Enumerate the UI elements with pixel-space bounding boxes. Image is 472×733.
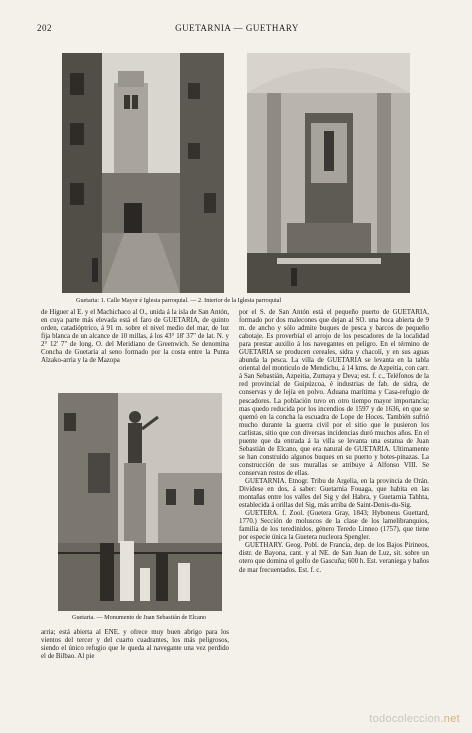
- paragraph: arria; está abierta al ENE. y ofrece muy buen abrigo para los vientos del tercer y del cuarto cuadrantes, los más peligrosos, siendo el único refugio que le queda al navegante una vez perdido el de Bilbao. Al pie: [41, 629, 229, 661]
- entry-guethary: GUETHARY. Geog. Pobl. de Francia, dep. de los Bajos Pirineos, distr. de Bayona, cant. y al NE. de San Juan de Luz, sit. sobre un otero que domina el golfo de Gascuña; 600 h. Est. veraniega y baños de mar frecuentados. Est. f. c.: [239, 542, 429, 574]
- paragraph-guetaria: por el S. de San Antón está el pequeño puerto de GUETARIA, formado por dos malecones que dejan al SO. una boca abierta de 9 m. de ancho y sólo admite buques de pesca y barcos de pequeño cabotaje. Es proverbial el arrojo de los pescadores de la localidad para prestar auxilio á los navegantes en peligro. En el término de GUETARIA se producen cereales, sidra y chacolí, y en sus aguas abunda la pesca. La villa de GUETARIA se levanta en la tabla oriental del monticulo de Mendichu, á 14 kms. de Azpeitia, con carr. á San Sebastián, Azpeitia, Zumaya y Deva; est. f. c., Teléfonos de la red provincial de Guipúzcoa, é industrias de fab. de sidra, de conservas y de lejía en polvo. Aduana marítima y Casa-refugio de pescadores. La población tuvo en otro tiempo mayor importancia; mas quedo reducida por los incendios de 1597 y de 1636, en que se quemó en la concha la escuadra de Lope de Hoces. También sufrió mucho durante la guerra civil por el sitio que le pusieron los carlistas, sitio que con diversas incidencias duró muchos años. En el puente que da entrada á la villa se levanta una estatua de Juan Sebastián de Elcano, que era natural de GUETARIA. Ultimamente se han construido algunos buques en su puerto y botes-pinazas. La construcción de sus murallas se atribuye á Alfonso VIII. Se conservan restos de ellas.: [239, 309, 429, 477]
- watermark-brand: todocoleccion: [369, 713, 441, 725]
- photo-interior-iglesia: [247, 53, 410, 293]
- watermark-suffix: .net: [440, 713, 460, 725]
- text-left-bottom: [41, 629, 229, 667]
- running-title: GUETARNIA — GUETHARY: [175, 23, 299, 33]
- caption-middle: Guetaria. — Monumento de Juan Sebastián de Elcano: [72, 614, 207, 621]
- caption-top: Guetaria: 1. Calle Mayor é Iglesia parroquial. — 2. Interior de la Iglesia parroquial: [76, 297, 282, 304]
- entry-guetera: GUETERA. f. Zool. (Guetera Gray, 1843; Hyboneus Guettard, 1770.) Sección de moluscos de la clase de los lamelibranquios, familia de los teredinidos, género Teredo Linneo (1757), que tiene por especie única la Guetera nucleora Spengler.: [239, 510, 429, 542]
- photo-calle-mayor: [62, 53, 224, 293]
- watermark: [369, 713, 460, 725]
- text-left-top: [41, 309, 229, 385]
- entry-guetarnia: GUETARNIA. Etnogr. Tribu de Argelia, en la provincia de Orán. Dividese en dos, á saber: Guetarnia Fouaga, que habita en las montañas entre los valles del Sig y del Habra, y Guetarnia Tahhta, establecida á orillas del Sig, más arriba de Saint-Denis-du-Sig.: [239, 477, 429, 510]
- photo-monumento-elcano: [58, 393, 222, 611]
- text-right-column: [239, 309, 429, 667]
- page-number: 202: [37, 23, 52, 33]
- page-header: [37, 22, 437, 34]
- paragraph: de Higuer al E. y el Machichaco al O., unida á la isla de San Antón, en cuya parte más elevada está el faro de GUETARIA, de quinto orden, catadióptrico, á 91 m. sobre el nivel medio del mar, de luz fija blanca de un alcance de 10 millas, á los 43° 18' 37" de lat. N. y 2° 12' 7" de long. O. del Meridiano de Greenwich. Se denomina Concha de Guetaria al seno formado por la costa entre la Punta Alzako-arria y la de Mazopa: [41, 309, 229, 365]
